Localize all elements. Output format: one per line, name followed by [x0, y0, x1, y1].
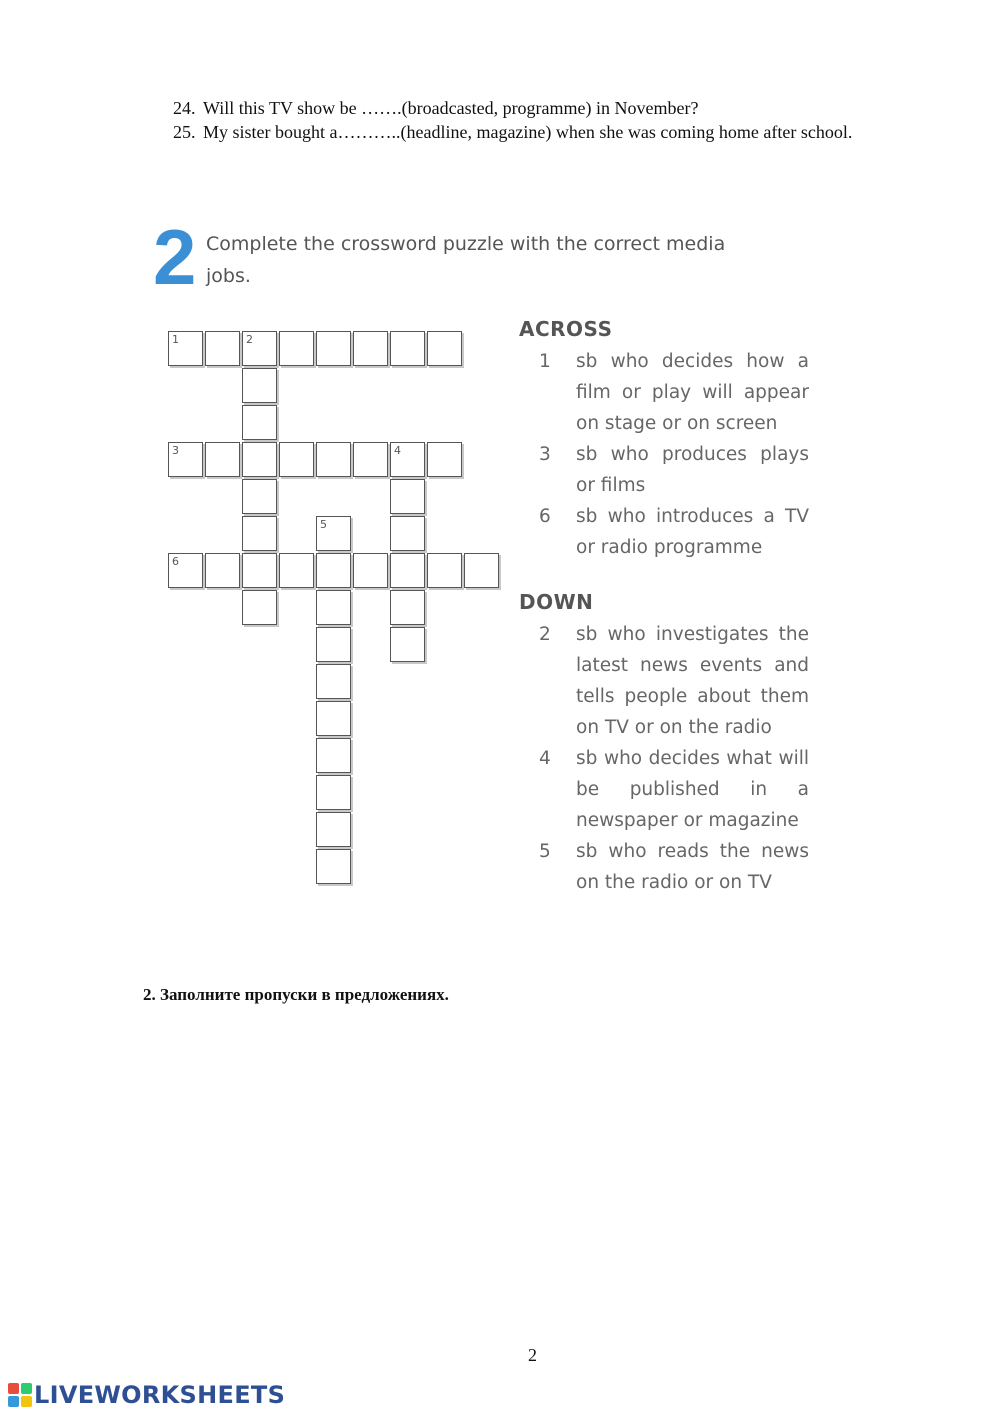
- crossword-cell[interactable]: [353, 442, 388, 477]
- crossword-cell[interactable]: [427, 442, 462, 477]
- crossword-clue-number: 5: [320, 518, 327, 531]
- clue-text: sb who investigates the latest news events and tells people about them on TV or on the radio: [576, 624, 809, 738]
- crossword-cell[interactable]: [242, 516, 277, 551]
- crossword-cell[interactable]: [242, 479, 277, 514]
- crossword-cell[interactable]: [353, 331, 388, 366]
- clue-number: 5: [539, 841, 551, 862]
- crossword-cell[interactable]: [390, 442, 425, 477]
- crossword-cell[interactable]: [316, 590, 351, 625]
- crossword-cell[interactable]: [353, 553, 388, 588]
- crossword-cell[interactable]: [316, 516, 351, 551]
- crossword-cell[interactable]: [242, 553, 277, 588]
- question-25: [173, 120, 893, 144]
- questions-list: [173, 96, 893, 144]
- clue-number: 1: [539, 351, 551, 372]
- crossword-cell[interactable]: [205, 442, 240, 477]
- crossword-cell[interactable]: [316, 738, 351, 773]
- down-clue: [519, 836, 809, 898]
- crossword-clue-number: 6: [172, 555, 179, 568]
- crossword-cell[interactable]: [316, 442, 351, 477]
- crossword-cell[interactable]: [316, 331, 351, 366]
- crossword-cell[interactable]: [279, 331, 314, 366]
- task-2-heading: 2. Заполните пропуски в предложениях.: [143, 985, 449, 1004]
- down-clue: [519, 619, 809, 743]
- clue-number: 6: [539, 506, 551, 527]
- crossword-cell[interactable]: [390, 553, 425, 588]
- brand-name: LIVEWORKSHEETS: [34, 1381, 286, 1409]
- logo-square: [21, 1396, 32, 1407]
- crossword-cell[interactable]: [205, 331, 240, 366]
- crossword-cell[interactable]: [242, 368, 277, 403]
- crossword-cell[interactable]: [427, 553, 462, 588]
- crossword-cell[interactable]: [205, 553, 240, 588]
- clue-number: 3: [539, 444, 551, 465]
- crossword-cell[interactable]: [390, 331, 425, 366]
- crossword-cell[interactable]: [316, 849, 351, 884]
- clue-text: sb who produces plays or films: [576, 444, 809, 496]
- logo-square: [8, 1396, 19, 1407]
- crossword-cell[interactable]: [390, 479, 425, 514]
- crossword-cell[interactable]: [390, 627, 425, 662]
- clue-text: sb who introduces a TV or radio programme: [576, 506, 809, 558]
- crossword-cell[interactable]: [242, 331, 277, 366]
- crossword-clue-number: 1: [172, 333, 179, 346]
- crossword-cell[interactable]: [242, 442, 277, 477]
- question-number: 25.: [173, 122, 196, 142]
- crossword-cell[interactable]: [242, 590, 277, 625]
- exercise-instruction: Complete the crossword puzzle with the correct media jobs.: [206, 233, 726, 287]
- clue-text: sb who reads the news on the radio or on TV: [576, 841, 809, 893]
- crossword-cell[interactable]: [242, 405, 277, 440]
- clue-number: 2: [539, 624, 551, 645]
- crossword-clue-number: 3: [172, 444, 179, 457]
- crossword-cell[interactable]: [316, 775, 351, 810]
- question-text: My sister bought a………..(headline, magazine) when she was coming home after school.: [203, 122, 853, 142]
- down-heading: DOWN: [519, 590, 594, 614]
- crossword-cell[interactable]: [168, 331, 203, 366]
- crossword-cell[interactable]: [390, 516, 425, 551]
- crossword-cell[interactable]: [316, 664, 351, 699]
- crossword-clue-number: 2: [246, 333, 253, 346]
- crossword-clue-number: 4: [394, 444, 401, 457]
- exercise-number: 2: [153, 213, 197, 301]
- crossword-cell[interactable]: [168, 553, 203, 588]
- liveworksheets-logo-icon: [8, 1383, 32, 1407]
- crossword-cell[interactable]: [168, 442, 203, 477]
- clues-panel: [519, 314, 809, 898]
- across-clue: [519, 346, 809, 439]
- brand-footer[interactable]: [8, 1381, 285, 1409]
- across-clue: [519, 439, 809, 501]
- question-number: 24.: [173, 98, 196, 118]
- across-clue: [519, 501, 809, 563]
- crossword-cell[interactable]: [316, 701, 351, 736]
- clue-text: sb who decides how a film or play will appear on stage or on screen: [576, 351, 809, 434]
- crossword-cell[interactable]: [316, 812, 351, 847]
- clue-text: sb who decides what will be published in a newspaper or magazine: [576, 748, 809, 831]
- clue-number: 4: [539, 748, 551, 769]
- crossword-cell[interactable]: [316, 627, 351, 662]
- crossword-cell[interactable]: [279, 442, 314, 477]
- page-number: 2: [528, 1345, 537, 1365]
- crossword-cell[interactable]: [427, 331, 462, 366]
- question-text: Will this TV show be …….(broadcasted, programme) in November?: [203, 98, 699, 118]
- crossword-cell[interactable]: [464, 553, 499, 588]
- question-24: [173, 96, 893, 120]
- crossword-cell[interactable]: [316, 553, 351, 588]
- across-heading: ACROSS: [519, 317, 613, 341]
- down-clue: [519, 743, 809, 836]
- logo-square: [8, 1383, 19, 1394]
- crossword-cell[interactable]: [279, 553, 314, 588]
- logo-square: [21, 1383, 32, 1394]
- crossword-cell[interactable]: [390, 590, 425, 625]
